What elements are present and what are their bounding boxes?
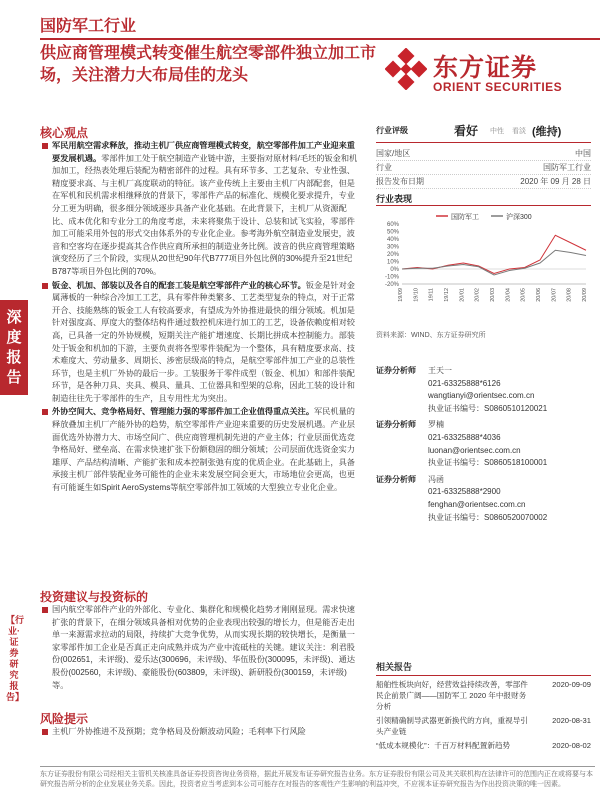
- analyst-cert: 执业证书编号：S0860510120021: [428, 403, 548, 413]
- x-tick-label: 20/01: [459, 288, 466, 302]
- analyst-name: 王天一: [428, 366, 452, 375]
- related-title[interactable]: “低成本规模化”：千百万材料配置新趋势: [376, 741, 511, 750]
- legend-label-b: 沪深300: [506, 214, 532, 221]
- rating-detail-row: [376, 175, 591, 189]
- detail-key: 行业: [376, 163, 392, 172]
- report-type-label: 深度报告: [6, 309, 22, 386]
- x-tick-label: 20/07: [551, 288, 558, 302]
- rating-value: 看好: [454, 124, 479, 138]
- related-item[interactable]: [376, 679, 591, 712]
- advice-section: [40, 604, 362, 693]
- core-bullet: [40, 140, 362, 279]
- analyst-cert: 执业证书编号：S0860518100001: [428, 458, 548, 468]
- x-tick-label: 19/09: [398, 288, 404, 302]
- analyst-email[interactable]: luonan@orientsec.com.cn: [428, 445, 521, 455]
- perf-source: 资料来源：WIND、东方证券研究所: [376, 332, 486, 339]
- y-tick-label: 20%: [386, 252, 399, 258]
- analyst-phone: 021-63325888*4036: [428, 432, 501, 442]
- core-bullets: [40, 140, 362, 496]
- y-axis: [385, 222, 586, 288]
- core-bullet: [40, 280, 362, 406]
- rating-panel: [376, 122, 591, 189]
- top-rule: [40, 38, 600, 40]
- series-line-csi300: [402, 250, 586, 275]
- analyst-entry: [376, 365, 591, 415]
- logo-mark-icon: [385, 48, 427, 90]
- bullet-lead: 钣金、机加、部装以及各自的配套工装是航空零部件产业的核心环节。: [52, 280, 306, 290]
- related-item[interactable]: [376, 715, 591, 737]
- y-tick-label: 0%: [390, 267, 399, 273]
- bullet-text: 钣金是针对金属薄板的一种综合冷加工工艺，具有零件种类繁多、工艺类型复杂的特点，对于正常开合、技能熟练的钣金工人有较高要求，有望成为外协推进最快的细分领域。机加是针对强度高、厚度大的整体结构件通过数控机床进行加工的工艺，设备依赖度相对较高，已具备一定的外协规模，短期关注产能扩增速度、长期比拼成本控制能力。部装处于钣金和机加的下游，主要负责将各型零件装配为一个整体，具有精度要求高、技术难度大、劳动量多、周期长、涉密层级高的特点，是航空零部件加工产业的总装性环节，也是主机厂外协的最后一步。工装服务于零件成型（钣金、机加）和部件装配环节，是各种刀具、夹具、模具、量具、工位器具和型架的总称，因此工装的设计和制造往往先于零部件的生产，且专用性尤为突出。: [52, 280, 355, 403]
- detail-key: 国家/地区: [376, 149, 411, 158]
- analyst-name: 冯函: [428, 474, 444, 484]
- bullet-text: 零部件加工处于航空制造产业链中游，主要指对原材料/毛坯的钣金和机加加工，经热表处理后装配为精密部件的过程。具有环节多、工艺复杂、专业性强、精度要求高、与主机厂高度联动的特征。该产业传统上主要由主机厂内部配套，但是在军机和民机需求相继释放的背景下，零部件产品的标准化、规模化要求提升，专业分工更为明确，很多细分领域逐步具备产业化基础。在此背景下，主机厂从资源配比、成本优化和专业分工的角度考虑，未来将聚焦于设计、总装和试飞实验，零部件加工可能采用外包的形式交由体系外的专业化企业。参考海外航空制造业发展史，波音和空客均在逐步提高其合作供应商所承担的制造业务比例。波音的供应商管理策略演变经历了三个阶段，实现从20世纪90年代B777项目外包比例的30%提升至21世纪B787等项目外包比例的70%。: [52, 153, 358, 276]
- analyst-phone: 021-63325888*2900: [428, 487, 501, 497]
- x-tick-label: 20/03: [490, 288, 496, 302]
- y-tick-label: -10%: [384, 274, 399, 281]
- related-date: 2020-08-31: [552, 716, 591, 725]
- y-tick-label: -20%: [384, 282, 399, 288]
- legend: [436, 212, 532, 221]
- x-axis: [398, 284, 588, 302]
- rating-details: [376, 147, 591, 189]
- analyst-role: 证券分析师: [376, 420, 416, 430]
- risk-text: 主机厂外协推进不及预期；竞争格局及份额波动风险；毛利率下行风险: [52, 727, 306, 736]
- x-tick-label: 19/10: [413, 288, 420, 302]
- analyst-role: 证券分析师: [376, 474, 416, 484]
- analyst-name: 罗楠: [428, 420, 444, 430]
- analyst-entry: [376, 419, 591, 469]
- related-date: 2020-08-02: [552, 741, 591, 750]
- risk-heading: 风险提示: [40, 712, 89, 726]
- x-tick-label: 20/06: [536, 288, 542, 302]
- x-tick-label: 20/02: [474, 288, 481, 302]
- core-bullet: [40, 406, 362, 494]
- analyst-cert: 执业证书编号：S0860520070002: [428, 512, 548, 522]
- y-tick-label: 50%: [386, 229, 399, 236]
- y-tick-label: 40%: [386, 237, 399, 243]
- disclaimer-footer: 东方证券股份有限公司经相关主管机关核准具备证券投资咨询业务资格，据此开展发布证券研究报告业务。东方证券股份有限公司及其关联机构在法律许可的范围内正在或将要与本研究报告所分析的企业发展业务关系。因此，投资者应当考虑到本公司可能存在对报告的客观性产生影响的利益冲突，不应视本证券研究报告为作出投资决策的唯一因素。: [40, 766, 595, 790]
- analyst-block: [376, 365, 591, 524]
- detail-value: 中国: [575, 149, 591, 158]
- x-tick-label: 20/09: [582, 288, 588, 302]
- detail-value: 国防军工行业: [543, 163, 591, 172]
- analyst-role: 证券分析师: [376, 366, 416, 375]
- x-tick-label: 20/05: [520, 288, 527, 302]
- rating-bad: 看淡: [512, 127, 527, 135]
- perf-chart-svg: [376, 206, 591, 316]
- x-tick-label: 20/08: [566, 288, 573, 302]
- legend-label-a: 国防军工: [451, 214, 479, 221]
- analyst-email[interactable]: fenghan@orientsec.com.cn: [428, 499, 526, 509]
- brand-logo: [385, 42, 595, 102]
- bullet-lead: 外协空间大、竞争格局好、管理能力强的零部件加工企业值得重点关注。: [52, 407, 315, 417]
- page-title: 供应商管理模式转变催生航空零部件独立加工市场，关注潜力大布局佳的龙头: [40, 45, 377, 84]
- rating-status: (维持): [532, 125, 562, 138]
- report-type-tab: [0, 300, 28, 395]
- rating-detail-row: [376, 147, 591, 161]
- y-tick-label: 60%: [386, 222, 399, 228]
- rating-label: 行业评级: [376, 126, 408, 135]
- perf-heading: 行业表现: [376, 194, 413, 204]
- side-strip-label: 【行业·证券研究报告】: [6, 615, 25, 702]
- x-tick-label: 20/04: [505, 288, 512, 302]
- related-title[interactable]: 引领精确制导武器更新换代的方向，重视导引头产业链: [376, 716, 528, 736]
- related-title[interactable]: 船舶性板块向好，经营效益持续改善，零部件民企前景广阔——国防军工 2020 年中报财务分析: [376, 680, 528, 711]
- analyst-entry: [376, 474, 591, 524]
- advice-text: 国内航空零部件产业的外部化、专业化、集群化和规模化趋势才刚刚显现。需求快速扩张的背景下，在细分领域具备相对优势的企业表现出较强的增长力，但是能否走出单一来源需求拉动的局限，持续扩大竞争优势，从而实现长期的较快增长，是衡量一家零部件加工企业是否真正走向成熟并成为产业中流砥柱的关键。建议关注：利君股份(002651，未评级)、爱乐达(300696，未评级)、华伍股份(300095，未评级)、通达股份(002560，未评级)、豪能股份(603809，未评级)、新研股份(300159，未评级)等。: [52, 605, 356, 690]
- logo-english-name: ORIENT SECURITIES: [433, 80, 563, 94]
- rating-neutral: 中性: [490, 127, 505, 135]
- rating-row: [376, 122, 591, 143]
- related-item[interactable]: [376, 740, 591, 751]
- related-heading: 相关报告: [376, 660, 591, 676]
- logo-chinese-name: 东方证券: [433, 54, 538, 82]
- analyst-email[interactable]: wangtianyi@orientsec.com.cn: [428, 391, 535, 401]
- y-tick-label: 10%: [386, 259, 399, 266]
- x-tick-label: 19/11: [428, 288, 435, 302]
- advice-bullet: [40, 604, 362, 692]
- related-date: 2020-09-09: [552, 680, 591, 689]
- core-heading: 核心观点: [40, 126, 89, 140]
- advice-heading: 投资建议与投资标的: [40, 590, 149, 604]
- analyst-phone: 021-63325888*6126: [428, 378, 501, 388]
- risk-bullet: [40, 726, 362, 739]
- risk-section: [40, 726, 362, 740]
- y-tick-label: 30%: [386, 244, 399, 251]
- bullet-lead: 军民用航空需求释放，推动主机厂供应商管理模式转变，航空零部件加工产业迎来重要发展机遇。: [52, 141, 355, 163]
- perf-chart: [376, 205, 591, 315]
- bullet-text: 军民机量的释放叠加主机厂产能外协的趋势，航空零部件产业迎来重要的历史发展机遇。产业层面优选外协潜力大、市场空间广、供应商管理机制先进的产业主体；行业层面优选竞争格局好、壁垒高、在需求快速扩张下份额稳固的细分领域；公司层面优选资金实力雄厚、产品结构清晰、产能扩张和成本控制张弛有度的优质企业。在此基础上，具备承接主机厂部件装配业务可能性的企业未来发展空间会更大，市场地位会更高，也更有可能诞生如Spirit AeroSystems等航空零部件加工领域的大型独立专业化企业。: [52, 407, 355, 493]
- x-tick-label: 19/12: [444, 288, 450, 302]
- rating-detail-row: [376, 161, 591, 175]
- detail-value: 2020 年 09 月 28 日: [520, 177, 591, 186]
- related-reports: [376, 660, 591, 754]
- industry-label: 国防军工行业: [40, 18, 137, 35]
- detail-key: 报告发布日期: [376, 177, 424, 186]
